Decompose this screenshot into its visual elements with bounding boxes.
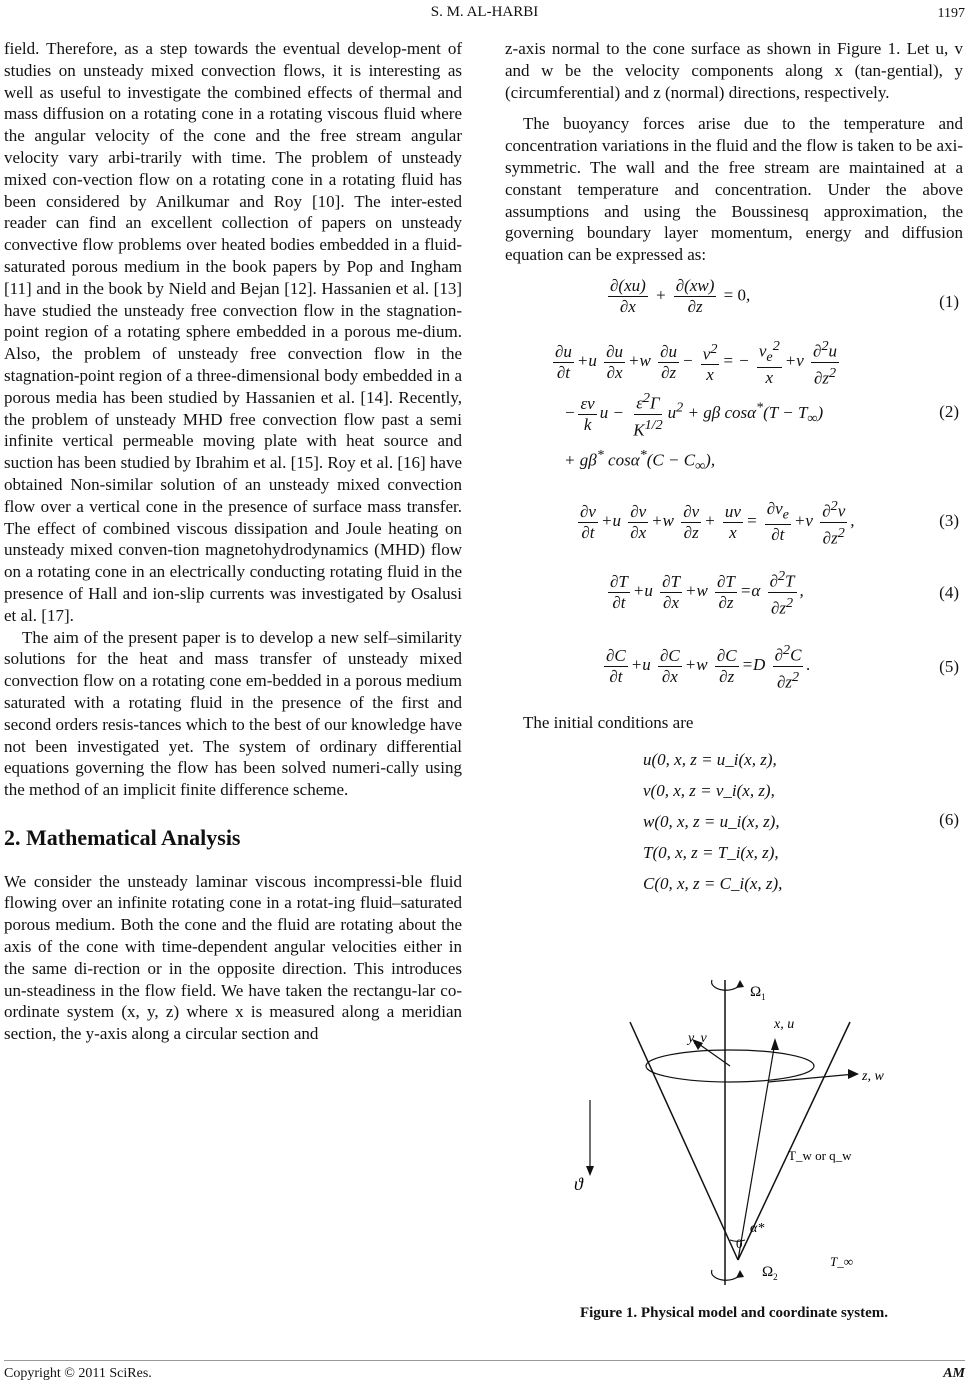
equation-number: (2)	[939, 402, 959, 422]
cone-left-edge	[630, 1022, 738, 1260]
paragraph: We consider the unsteady laminar viscous incompressi-ble fluid flowing over an infinite rotating cone in a rotat-ing fluid–saturated porous medium. Both the cone and the fluid are rotating about the axis of the cone with time-dependent angular velocities either in the same di-rection or in the opposite direction. This introduces un-steadiness in the flow field. We have taken the rectangu-lar co-ordinate system (x, y, z) where x is measured along a meridian section, the y-axis along a circular section and	[4, 871, 462, 1044]
equation-4: $\frac{\partial T}{\partial t}$ +u $\frac{\partial T}{\partial x}$ +w $\frac{\partial T}{\partial z}$ =α $\frac{\partial^2T}{\partial z^2}$ , (4)	[610, 567, 959, 618]
initial-condition-v: v(0, x, z = v_i(x, z),	[643, 780, 775, 800]
paragraph: The aim of the present paper is to develop a new self–similarity solutions for the heat and mass transfer of unsteady mixed convection flow on a rotating cone em-bedded in a porous medium saturated with a rotating fluid in the presence of the first and second orders resis-tances which to the best of our knowledge have not been investigated yet. The system of ordinary differential equations governing the flow has been solved numeri-cally using the method of an implicit finite difference scheme.	[4, 627, 462, 800]
rotation-arrow-top	[712, 980, 740, 990]
initial-condition-w: w(0, x, z = u_i(x, z),	[643, 811, 780, 831]
equation-6	[505, 740, 963, 900]
t-infinity-label: T_∞	[830, 1254, 853, 1269]
footer-rule	[4, 1360, 965, 1361]
right-column	[505, 38, 963, 900]
initial-condition-u: u(0, x, z = u_i(x, z),	[643, 749, 777, 769]
equation-number: (6)	[939, 809, 959, 829]
xu-label: x, u	[774, 1017, 795, 1032]
omega-2-label: $\Omega_2$	[762, 1264, 778, 1282]
paragraph: The initial conditions are	[523, 712, 694, 732]
equation-number: (4)	[939, 583, 959, 603]
equation-1: $\frac{\partial(xu)}{\partial x}$ + $\frac{\partial(xw)}{\partial z}$ = 0, (1)	[610, 275, 959, 316]
left-column	[4, 38, 462, 1045]
page-number: 1197	[937, 6, 965, 21]
rotation-arrowhead-top	[736, 980, 744, 988]
rotation-arrow-bottom	[712, 1270, 740, 1280]
z-axis-arrow	[768, 1074, 855, 1082]
equation-3: $\frac{\partial v}{\partial t}$ +u $\frac{\partial v}{\partial x}$ +w $\frac{\partial v}{\partial z}$ + $\frac{uv}{x}$ = $\frac{\partial v_e}{\partial t}$ +ν $\frac{\partial^2v}{\partial z^2}$ , (3)	[580, 497, 959, 548]
initial-condition-t: T(0, x, z = T_i(x, z),	[643, 842, 779, 862]
alpha-label: α*	[750, 1221, 765, 1236]
x-arrowhead	[771, 1038, 779, 1050]
theta-label: ϑ	[574, 1174, 583, 1194]
figure-caption: Figure 1. Physical model and coordinate system.	[579, 1305, 889, 1321]
section-heading: 2. Mathematical Analysis	[4, 824, 241, 850]
yv-label: y, v	[688, 1031, 707, 1046]
origin-label: 0	[736, 1236, 743, 1251]
figure-physical-model	[560, 970, 910, 1300]
z-arrowhead	[848, 1069, 859, 1079]
equation-number: (5)	[939, 657, 959, 677]
equation-number: (3)	[939, 511, 959, 531]
equation-2: $\frac{\partial u}{\partial t}$ +u $\frac{\partial u}{\partial x}$ +w $\frac{\partial u}{\partial z}$ − $\frac{v^2}{x}$ = − $\frac{v_e^2}{x}$ +ν $\frac{\partial^2u}{\partial z^2}$ − $\frac{\varepsilon\nu}{k}$ u − $\frac{\varepsilon^2\Gamma}{K^{1/2}}$ $u^2 + g\beta$ $\cos\alpha^*(T - T_\infty)$ + gβ* $\cos\alpha^*(C - C_\infty)$, (2)	[555, 337, 959, 474]
paragraph: The buoyancy forces arise due to the temperature and concentration variations in the fluid and the flow is taken to be axi-symmetric. The wall and the free stream are maintained at a constant temperature and concentration. Under the above assumptions and using the Boussinesq approximation, the governing boundary layer momentum, energy and diffusion equation can be expressed as:	[505, 114, 963, 265]
journal-abbrev: AM	[943, 1366, 965, 1381]
omega-1-label: $\Omega_1$	[750, 984, 766, 1002]
paragraph: field. Therefore, as a step towards the eventual develop-ment of studies on unsteady mixed convection flows, it is interesting as well as useful to investigate the combined effects of thermal and mass diffusion on a rotating cone in a rotating viscous fluid where the angular velocity of the cone and the free stream angular velocity vary arbi-trarily with time. The problem of unsteady mixed con-vection flow on a rotating cone in a rotating fluid has been considered by Anilkumar and Roy [10]. The inter-ested reader can find an excellent collection of papers on unsteady convective flow problems over heated bodies embedded in a fluid-saturated porous medium in the book papers by Pop and Ingham [11] and in the book by Nield and Bejan [12]. Hassanien et al. [13] have studied the unsteady free convection flow in the stagnation-point region of a rotating sphere embedded in a porous me-dium. Also, the problem of unsteady free convection flow in the stagnation-point region of a three-dimensional body embedded in a porous media has been studied by Hassanien et al. [14]. Recently, the problem of unsteady MHD free convection flow past a semi infinite vertical permeable moving plate with heat source and suction has been studied by Ibrahim et al. [15]. Roy et al. [16] have obtained Non-similar solution of an unsteady mixed convection flow over a vertical cone in the presence of surface mass transfer. The effect of combined viscous dissipation and Joule heating on unsteady mixed conven-tion magnetohydrodynamics (MHD) flow on a rotating cone in an electrically conducting rotating fluid in the presence of Hall and ion-slip currents was investigated by Osalusi et al. [17].	[4, 39, 462, 625]
rotation-arrowhead-bottom	[736, 1270, 744, 1278]
copyright-notice: Copyright © 2011 SciRes.	[4, 1366, 152, 1381]
gravity-arrowhead	[586, 1166, 594, 1176]
initial-condition-c: C(0, x, z = C_i(x, z),	[643, 873, 783, 893]
equation-number: (1)	[939, 292, 959, 312]
running-header-author: S. M. AL-HARBI	[430, 4, 539, 20]
paragraph: z-axis normal to the cone surface as shown in Figure 1. Let u, v and w be the velocity components along x (tan-gential), y (circumferential) and z (normal) directions, respectively.	[505, 39, 963, 102]
zw-label: z, w	[862, 1069, 884, 1084]
equation-5: $\frac{\partial C}{\partial t}$ +u $\frac{\partial C}{\partial x}$ +w $\frac{\partial C}{\partial z}$ =D $\frac{\partial^2C}{\partial z^2}$ . (5)	[606, 641, 959, 692]
wall-condition-label: T_w or q_w	[788, 1148, 852, 1163]
